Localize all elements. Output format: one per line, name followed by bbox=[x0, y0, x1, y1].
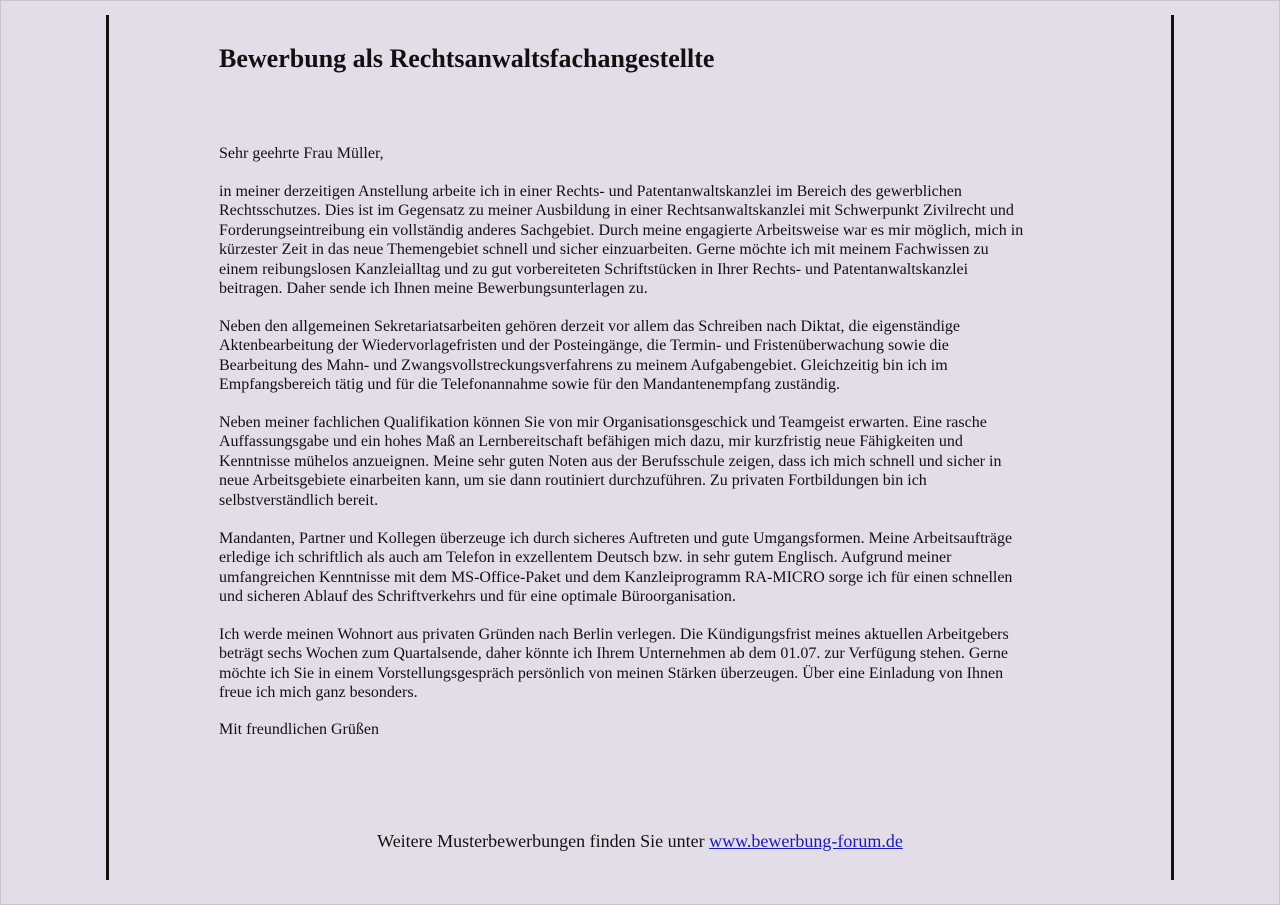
paragraph-4 bbox=[219, 529, 1012, 607]
paragraph-line: Bearbeitung des Mahn- und Zwangsvollstreckungsverfahrens zu meinem Aufgabengebiet. Gleichzeitig bin ich im bbox=[219, 356, 948, 374]
salutation: Sehr geehrte Frau Müller, bbox=[219, 145, 384, 162]
letter-title: Bewerbung als Rechtsanwaltsfachangestellte bbox=[219, 44, 715, 73]
paragraph-line: Rechtsschutzes. Dies ist im Gegensatz zu meiner Ausbildung in einer Rechtsanwaltskanzlei mit Schwerpunkt Zivilrecht und bbox=[219, 202, 1014, 220]
paragraph-line: kürzester Zeit in das neue Themengebiet schnell und sicher einzuarbeiten. Gerne möchte ich mit meinem Fachwissen zu bbox=[219, 241, 989, 259]
paragraph-line: Mandanten, Partner und Kollegen überzeuge ich durch sicheres Auftreten und gute Umgangsformen. Meine Arbeitsaufträge bbox=[219, 530, 1013, 547]
paragraph-line: selbstverständlich bereit. bbox=[219, 491, 379, 509]
paragraph-3 bbox=[219, 413, 1001, 510]
paragraph-line: und sicheren Ablauf des Schriftverkehrs und für eine optimale Büroorganisation. bbox=[219, 588, 736, 606]
paragraph-line: Kenntnisse mühelos anzueignen. Meine sehr guten Noten aus der Berufsschule zeigen, dass ich mich schnell und sicher in bbox=[219, 452, 1002, 470]
paragraph-line: einem reibungslosen Kanzleialltag und zu gut vorbereiteten Schriftstücken in Ihrer Rechts- und Patentanwaltskanzlei bbox=[219, 260, 969, 278]
paragraph-2 bbox=[219, 317, 960, 395]
footer bbox=[0, 830, 1280, 852]
footer-link[interactable]: www.bewerbung-forum.de bbox=[709, 831, 903, 851]
paragraph-line: Aktenbearbeitung der Wiedervorlagefristen und der Posteingänge, die Termin- und Fristenüberwachung sowie die bbox=[219, 337, 949, 355]
closing: Mit freundlichen Grüßen bbox=[219, 721, 379, 738]
paragraph-line: neue Arbeitsgebiete einarbeiten kann, um sie dann routiniert durchzuführen. Zu privaten Fortbildungen bin ich bbox=[219, 472, 927, 490]
paragraph-line: Neben den allgemeinen Sekretariatsarbeiten gehören derzeit vor allem das Schreiben nach Diktat, die eigenständige bbox=[219, 318, 961, 335]
paragraph-line: Empfangsbereich tätig und für die Telefonannahme sowie für den Mandantenempfang zuständig. bbox=[219, 376, 841, 394]
paragraph-5 bbox=[219, 625, 1009, 703]
footer-text: Weitere Musterbewerbungen finden Sie unter bbox=[377, 831, 710, 851]
paragraph-line: umfangreichen Kenntnisse mit dem MS-Office-Paket und dem Kanzleiprogramm RA-MICRO sorge ich für einen schnellen bbox=[219, 568, 1013, 586]
right-margin-line bbox=[1171, 15, 1174, 880]
left-margin-line bbox=[106, 15, 109, 880]
paragraph-line: Ich werde meinen Wohnort aus privaten Gründen nach Berlin verlegen. Die Kündigungsfrist meines aktuellen Arbeitgebers bbox=[219, 626, 1009, 643]
paragraph-line: Auffassungsgabe und ein hohes Maß an Lernbereitschaft befähigen mich dazu, mir kurzfristig neue Fähigkeiten und bbox=[219, 433, 963, 451]
paragraph-line: möchte ich Sie in einem Vorstellungsgespräch persönlich von meinen Stärken überzeugen. Über eine Einladung von Ihnen bbox=[219, 664, 1004, 682]
paragraph-line: Neben meiner fachlichen Qualifikation können Sie von mir Organisationsgeschick und Teamgeist erwarten. Eine rasche bbox=[219, 414, 987, 431]
paragraph-line: erledige ich schriftlich als auch am Telefon in exzellentem Deutsch bzw. in sehr gutem Englisch. Aufgrund meiner bbox=[219, 549, 952, 567]
paragraph-line: in meiner derzeitigen Anstellung arbeite ich in einer Rechts- und Patentanwaltskanzlei im Bereich des gewerblichen bbox=[219, 183, 962, 200]
paragraph-1 bbox=[219, 182, 1023, 298]
paragraph-line: beträgt sechs Wochen zum Quartalsende, daher könnte ich Ihrem Unternehmen ab dem 01.07. zur Verfügung stehen. Gerne bbox=[219, 645, 1008, 663]
paragraph-line: beitragen. Daher sende ich Ihnen meine Bewerbungsunterlagen zu. bbox=[219, 280, 648, 298]
paragraph-line: Forderungseintreibung ein vollständig anderes Sachgebiet. Durch meine engagierte Arbeitsweise war es mir möglich, mich in bbox=[219, 221, 1024, 239]
paragraph-line: freue ich mich ganz besonders. bbox=[219, 684, 418, 702]
